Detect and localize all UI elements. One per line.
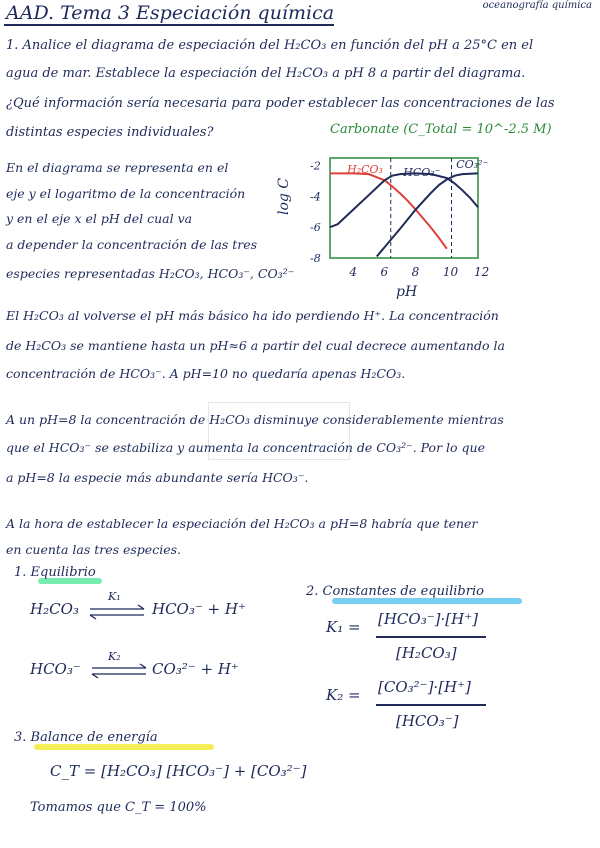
header-note: oceanografía química bbox=[482, 0, 592, 11]
k1-label: K₁ = bbox=[326, 618, 361, 636]
body-line-5: especies representadas H₂CO₃, HCO₃⁻, CO₃²⁻ bbox=[6, 266, 295, 281]
chart-title: Carbonate (C_Total = 10^-2.5 M) bbox=[330, 122, 552, 137]
question-line-3: ¿Qué información sería necesaria para poder establecer las concentraciones de las bbox=[6, 96, 555, 111]
body-line-8: concentración de HCO₃⁻. A pH=10 no quedaría apenas H₂CO₃. bbox=[6, 366, 406, 381]
y-tick-label: -8 bbox=[310, 252, 321, 265]
last-line: Tomamos que C_T = 100% bbox=[30, 800, 207, 815]
body-line-4: a depender la concentración de las tres bbox=[6, 237, 258, 252]
x-tick-label: 4 bbox=[349, 265, 358, 279]
eq2-arrows-icon bbox=[90, 662, 150, 682]
k1-numerator: [HCO₃⁻]·[H⁺] bbox=[378, 610, 478, 628]
y-tick-label: -2 bbox=[310, 159, 321, 173]
series-line-2 bbox=[377, 173, 478, 256]
body-line-2: eje y el logaritmo de la concentración bbox=[6, 186, 246, 201]
x-tick-label: 12 bbox=[474, 265, 490, 279]
plot-frame bbox=[330, 158, 478, 258]
y-tick-label: -6 bbox=[310, 221, 321, 235]
question-line-4: distintas especies individuales? bbox=[6, 125, 214, 140]
eq1-arrows-icon bbox=[88, 603, 148, 623]
k2-label: K₂ = bbox=[326, 686, 361, 704]
series-label-2: CO₃²⁻ bbox=[456, 158, 489, 171]
series-label-1: HCO₃⁻ bbox=[403, 166, 441, 179]
y-axis-label: log C bbox=[276, 177, 292, 215]
body-line-9: A un pH=8 la concentración de H₂CO₃ disminuye considerablemente mientras bbox=[6, 412, 504, 427]
eq2-constant: K₂ bbox=[108, 650, 121, 663]
title-underline bbox=[4, 24, 334, 26]
section-1-title: 1. Equilibrio bbox=[14, 565, 96, 580]
x-tick-label: 10 bbox=[442, 265, 459, 279]
k1-denominator: [H₂CO₃] bbox=[396, 644, 457, 662]
series-line-0 bbox=[330, 173, 447, 248]
y-tick-label: -4 bbox=[310, 190, 321, 204]
body-line-11: a pH=8 la especie más abundante sería HCO₃⁻. bbox=[6, 470, 309, 485]
eq2-reactant: HCO₃⁻ bbox=[30, 660, 81, 678]
total-concentration-equation: C_T = [H₂CO₃] [HCO₃⁻] + [CO₃²⁻] bbox=[50, 762, 307, 780]
body-line-12: A la hora de establecer la especiación del H₂CO₃ a pH=8 habría que tener bbox=[6, 516, 478, 531]
eq2-products: CO₃²⁻ + H⁺ bbox=[152, 660, 239, 678]
body-line-1: En el diagrama se representa en el bbox=[6, 160, 229, 175]
body-line-13: en cuenta las tres especies. bbox=[6, 542, 181, 557]
eq1-products: HCO₃⁻ + H⁺ bbox=[152, 600, 246, 618]
section-3-title: 3. Balance de energía bbox=[14, 730, 158, 745]
x-tick-label: 8 bbox=[411, 265, 420, 279]
eq1-reactant: H₂CO₃ bbox=[30, 600, 79, 618]
x-tick-label: 6 bbox=[380, 265, 389, 279]
k2-numerator: [CO₃²⁻]·[H⁺] bbox=[378, 678, 471, 696]
k2-fraction-bar bbox=[376, 704, 486, 706]
eq1-constant: K₁ bbox=[108, 590, 121, 603]
body-line-6: El H₂CO₃ al volverse el pH más básico ha ido perdiendo H⁺. La concentración bbox=[6, 308, 499, 323]
question-line-1: 1. Analice el diagrama de especiación del H₂CO₃ en función del pH a 25°C en el bbox=[6, 38, 534, 53]
body-line-10: que el HCO₃⁻ se estabiliza y aumenta la concentración de CO₃²⁻. Por lo que bbox=[6, 440, 485, 455]
body-line-7: de H₂CO₃ se mantiene hasta un pH≈6 a partir del cual decrece aumentando la bbox=[6, 338, 505, 353]
x-axis-label: pH bbox=[396, 284, 418, 300]
section-2-title: 2. Constantes de equilibrio bbox=[306, 584, 484, 599]
question-line-2: agua de mar. Establece la especiación del H₂CO₃ a pH 8 a partir del diagrama. bbox=[6, 66, 526, 81]
series-label-0: H₂CO₃ bbox=[347, 163, 383, 176]
page-title: AAD. Tema 3 Especiación química bbox=[6, 2, 335, 24]
k1-fraction-bar bbox=[376, 636, 486, 638]
k2-denominator: [HCO₃⁻] bbox=[396, 712, 459, 730]
series-line-1 bbox=[330, 173, 478, 227]
body-line-3: y en el eje x el pH del cual va bbox=[6, 211, 193, 226]
